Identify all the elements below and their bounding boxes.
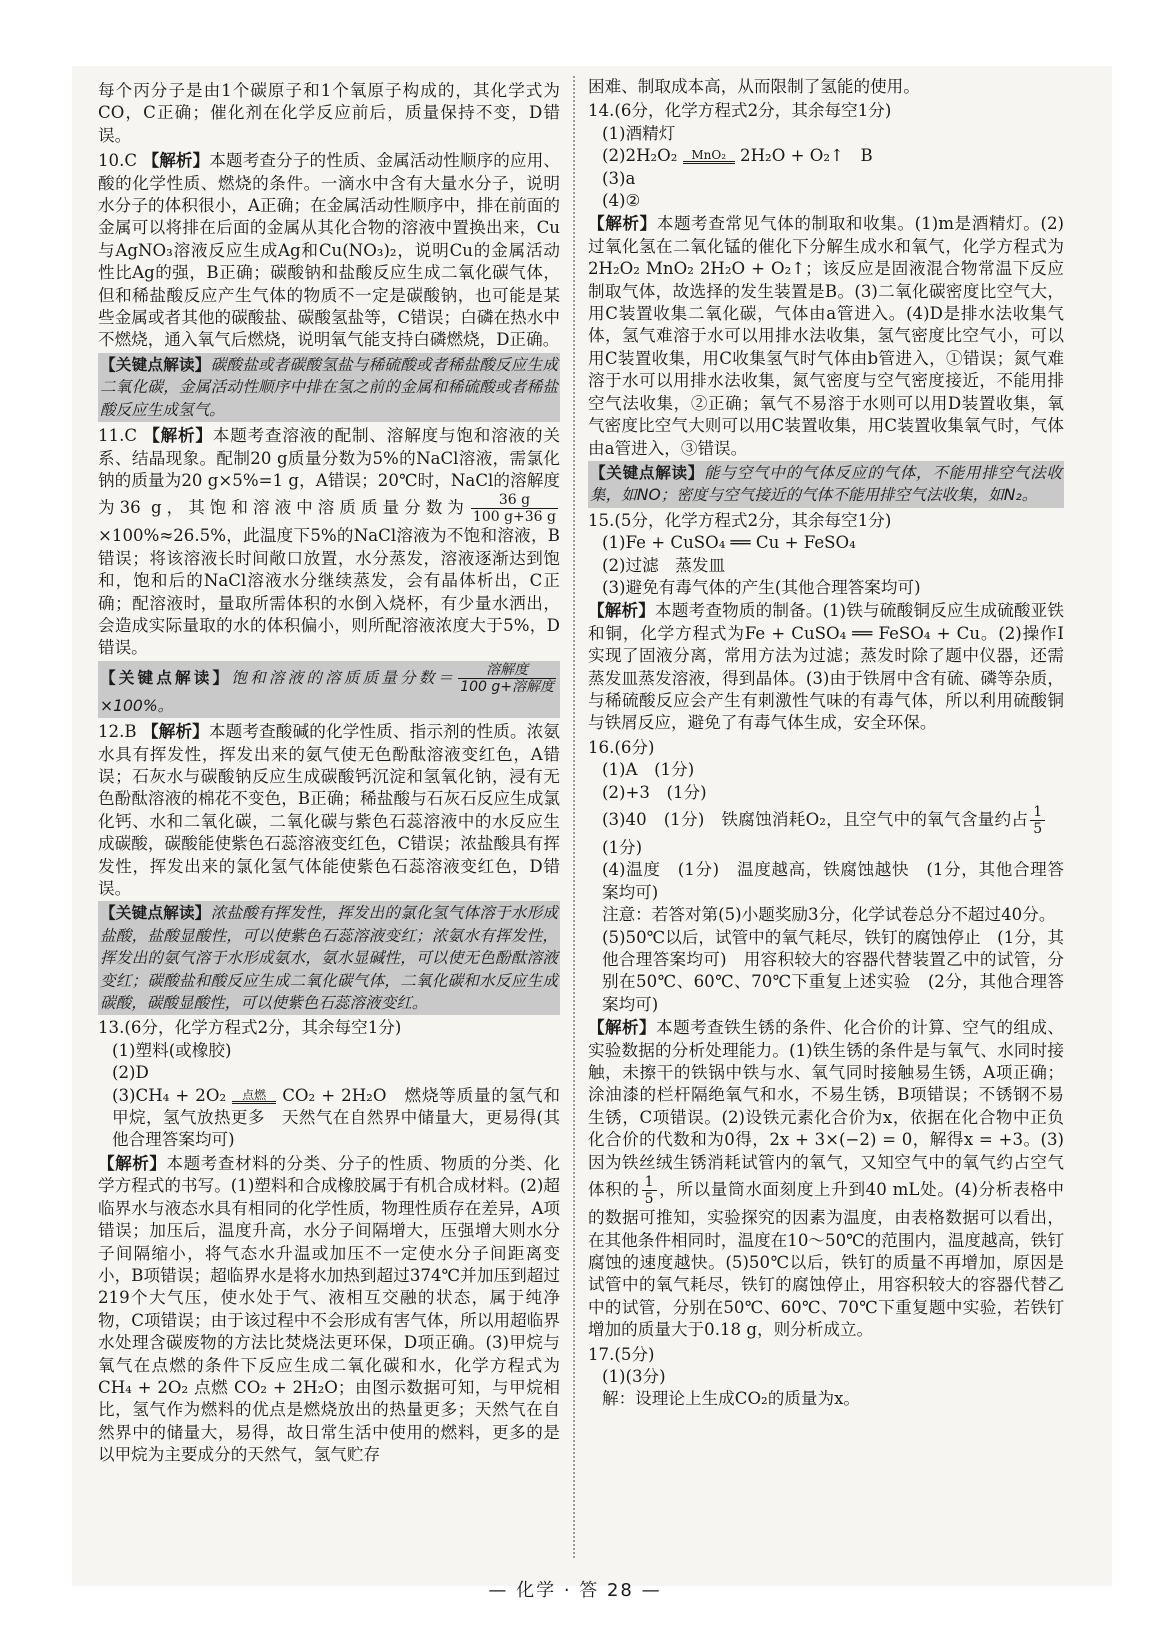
- q11-analysis-text-2: ×100%≈26.5%，此温度下5%的NaCl溶液为不饱和溶液，B错误；将该溶液长时间敞口放置，水分蒸发，溶液逐渐达到饱和，饱和后的NaCl溶液水分继续蒸发，会有晶体析出，C正确；配溶液时，量取所需体积的水倒入烧杯，有少量水洒出，会造成实际量取的水的体积偏小，则所配溶液浓度大于5%，D错误。: [98, 526, 560, 658]
- q15-score-note: (5分，化学方程式2分，其余每空1分): [614, 510, 892, 530]
- q11-fraction: [471, 492, 558, 525]
- q11-key-point-fraction: [458, 662, 556, 695]
- q15-analysis-tag: 【解析】: [588, 600, 656, 621]
- q17-answer-1: (1)(3分): [602, 1366, 666, 1386]
- q14-analysis-tag: 【解析】: [588, 213, 657, 234]
- q16-answer-5: (5)50℃以后，试管中的氧气耗尽，铁钉的腐蚀停止 (1分，其他合理答案均可) 用容积较大的容器代替装置乙中的试管，分别在50℃、60℃、70℃下重复上述实验 (2分，其他合理答案均可): [602, 927, 1064, 1014]
- q16-score-note: (6分): [614, 737, 655, 757]
- q16-answer-1: (1)A (1分): [602, 760, 695, 780]
- q14-analysis-text: 本题考查常见气体的制取和收集。(1)m是酒精灯。(2)过氧化氢在二氧化锰的催化下分解生成水和氧气，化学方程式为2H₂O₂ MnO₂ 2H₂O + O₂↑；该反应是固液混合物常温下反应制取气体，故选择的发生装置是B。(3)二氧化碳密度比空气大，用C装置收集二氧化碳，气体由a管进入。(4)D是排水法收集气体，氢气难溶于水可以用排水法收集，氢气密度比空气小，可以用C装置收集，用C收集氢气时气体由b管进入，①错误；氮气难溶于水可以用排水法收集，氮气密度与空气密度接近，不能用排空气法收集，②正确；氧气不易溶于水则可以用D装置收集，氧气密度比空气大则可以用C装置收集，用C装置收集氧气时，气体由a管进入，③错误。: [588, 214, 1065, 458]
- q16-fraction-numerator: 1: [642, 1174, 657, 1191]
- q15-answer-2: (2)过滤 蒸发皿: [602, 555, 726, 575]
- q10-key-point-tag: 【关键点解读】: [100, 355, 211, 374]
- q16-analysis-tag: 【解析】: [588, 1017, 657, 1038]
- q16-answer-2: (2)+3 (1分): [602, 782, 707, 802]
- q11-kp-fraction-numerator: 溶解度: [458, 662, 556, 679]
- q11-analysis-text-1: 本题考查溶液的配制、溶解度与饱和溶液的关系、结晶现象。配制20 g质量分数为5%的NaCl溶液，需氯化钠的质量为20 g×5%=1 g，A错误；20℃时，NaCl的溶解度为36 g，其饱和溶液中溶质质量分数为: [98, 426, 561, 518]
- q14-equation-arrow: [683, 149, 735, 164]
- q11-number: 11.: [98, 426, 125, 446]
- q14-score-note: (6分，化学方程式2分，其余每空1分): [614, 101, 892, 121]
- question-16: [588, 737, 1064, 1342]
- q15-answer-3: (3)避免有毒气体的产生(其他合理答案均可): [602, 577, 921, 597]
- q13-answer-3: [98, 1085, 560, 1152]
- q16-answer-4: (4)温度 (1分) 温度越高，铁腐蚀越快 (1分，其他合理答案均可): [602, 860, 1064, 902]
- q10-number: 10.: [98, 151, 125, 171]
- q16-number: 16.: [588, 737, 615, 757]
- q14-equation-left: (2)2H₂O₂: [602, 146, 678, 166]
- q11-analysis-tag: 【解析】: [143, 425, 213, 446]
- q11-key-point-tag: 【关键点解读】: [100, 668, 232, 687]
- q16-answer-3-text: (3)40 (1分) 铁腐蚀消耗O₂，且空气中的氧气含量约占: [602, 810, 1029, 829]
- q12-key-point-text: 浓盐酸有挥发性，挥发出的氯化氢气体溶于水形成盐酸，盐酸显酸性，可以使紫色石蕊溶液变红；浓氨水有挥发性，挥发出的氨气溶于水形成氨水，氨水显碱性，可以使无色酚酞溶液变红；碳酸盐和酸反应生成二氧化碳气体，二氧化碳和水反应生成碳酸，碳酸显酸性，可以使紫色石蕊溶液变红。: [100, 904, 558, 1013]
- q14-answer-4: (4)②: [602, 191, 641, 211]
- q11-answer: C: [124, 426, 138, 446]
- q10-analysis-text: 本题考查分子的性质、金属活动性顺序的应用、酸的化学性质、燃烧的条件。一滴水中含有大量水分子，说明水分子的体积很小，A正确；在金属活动性顺序中，排在前面的金属可以将排在后面的金属从其化合物的溶液中置换出来，Cu与AgNO₃溶液反应生成Ag和Cu(NO₃)₂，说明Cu的金属活动性比Ag的强，B正确；碳酸钠和盐酸反应生成二氧化碳气体，但和稀盐酸反应产生气体的物质不一定是碳酸钠，也可能是某些金属或者其他的碳酸盐、碳酸氢盐等，C错误；白磷在热水中不燃烧，通入氧气后燃烧，说明氧气能支持白磷燃烧，D正确。: [98, 151, 561, 350]
- q13-answer-1: (1)塑料(或橡胶): [112, 1040, 232, 1060]
- q14-key-point-tag: 【关键点解读】: [590, 463, 705, 482]
- q13-equation-arrow: [232, 1089, 276, 1104]
- q13-score-note: (6分，化学方程式2分，其余每空1分): [124, 1018, 402, 1038]
- q16-note: 注意：若答对第(5)小题奖励3分，化学试卷总分不超过40分。: [602, 905, 1056, 925]
- q13-condition: 点燃: [242, 1087, 267, 1102]
- q14-key-point: [588, 461, 1064, 508]
- q10-key-point-text: 碳酸盐或者碳酸氢盐与稀硫酸或者稀盐酸反应生成二氧化碳，金属活动性顺序中排在氢之前的金属和稀硫酸或者稀盐酸反应生成氢气。: [100, 355, 558, 419]
- question-15: [588, 510, 1064, 735]
- q16-fraction-denominator: 5: [644, 1191, 654, 1208]
- q9-continuation: [98, 80, 560, 147]
- q12-answer: B: [124, 722, 137, 742]
- left-column: [98, 80, 560, 1469]
- q14-answer-2: [588, 145, 1064, 167]
- column-divider: [573, 76, 575, 1558]
- q11-fraction-numerator: 36 g: [471, 492, 558, 509]
- q14-number: 14.: [588, 101, 615, 121]
- q16-analysis-text-2: ，所以量筒水面刻度上升到40 mL处。(4)分析表格中的数据可推知，实验探究的因素为温度，由表格数据可以看出，在其他条件相同时，温度在10～50℃的范围内，温度越高，铁钉腐蚀的速度越快。(5)50℃以后，铁钉的质量不再增加，原因是试管中的氧气耗尽，铁钉的腐蚀停止，用容积较大的容器代替乙中的试管，分别在50℃、60℃、70℃下重复题中实验，若铁钉增加的质量大于0.18 g，则分析成立。: [588, 1180, 1064, 1340]
- q13-number: 13.: [98, 1018, 125, 1038]
- q15-answer-1: (1)Fe + CuSO₄ ══ Cu + FeSO₄: [602, 533, 856, 553]
- q16-answer-3-score: (1分): [602, 810, 1064, 857]
- q11-kp-fraction-denominator: 100 g+溶解度: [460, 678, 554, 695]
- q11-key-point-text-2: ×100%。: [100, 696, 174, 715]
- q15-analysis-text: 本题考查物质的制备。(1)铁与硫酸铜反应生成硫酸亚铁和铜，化学方程式为Fe + CuSO₄ ══ FeSO₄ + Cu。(2)操作Ⅰ实现了固液分离，常用方法为过滤；蒸发时除了题中仪器，还需蒸发皿蒸发溶液，得到晶体。(3)由于铁屑中含有硫、磷等杂质，与稀硫酸反应会产生有刺激性气味的有毒气体，所以利用硫酸铜与铁屑反应，避免了有毒气体生成，安全环保。: [588, 601, 1065, 733]
- q13-analysis-text: 本题考查材料的分类、分子的性质、物质的分类、化学方程式的书写。(1)塑料和合成橡胶属于有机合成材料。(2)超临界水与液态水具有相同的化学性质，物理性质存在差异，A项错误；加压后，温度升高，水分子间隔增大，压强增大则水分子间隔缩小，将气态水升温或加压不一定使水分子间距离变小，B项错误；超临界水是将水加热到超过374℃并加压到超过219个大气压，使水处于气、液相互交融的状态，属于纯净物，C项错误；由于该过程中不会形成有害气体，所以用超临界水处理含碳废物的方法比焚烧法更环保，D项正确。(3)甲烷与氧气在点燃的条件下反应生成二氧化碳和水，化学方程式为CH₄ + 2O₂ 点燃 CO₂ + 2H₂O；由图示数据可知，与甲烷相比，氢气作为燃料的优点是燃烧放出的热量更多；天然气在自然界中的储量大，易得，故日常生活中使用的燃料，更多的是以甲烷为主要成分的天然气，氢气贮存: [98, 1153, 561, 1465]
- q14-key-point-text: 能与空气中的气体反应的气体，不能用排空气法收集，如NO；密度与空气接近的气体不能用排空气法收集，如N₂。: [590, 463, 1062, 505]
- q14-answer-3: (3)a: [602, 168, 636, 188]
- q13-continuation: [588, 76, 1064, 98]
- q12-analysis-tag: 【解析】: [142, 721, 209, 742]
- q12-key-point: [98, 901, 560, 1015]
- right-column: [588, 76, 1064, 1413]
- q11-fraction-denominator: 100 g+36 g: [472, 509, 556, 526]
- q9-continuation-text: 每个丙分子是由1个碳原子和1个氧原子构成的，其化学式为CO，C正确；催化剂在化学反应前后，质量保持不变，D错误。: [98, 81, 560, 145]
- q16-answer-3-fraction: [1030, 804, 1045, 837]
- q16-answer-3: [588, 804, 1064, 859]
- q14-answer-1: (1)酒精灯: [602, 123, 676, 143]
- q15-number: 15.: [588, 510, 615, 530]
- q12-key-point-tag: 【关键点解读】: [100, 904, 211, 923]
- question-12: [98, 720, 560, 1015]
- q13-continuation-text: 困难、制取成本高，从而限制了氢能的使用。: [588, 77, 920, 96]
- question-17: [588, 1344, 1064, 1411]
- q17-number: 17.: [588, 1344, 615, 1364]
- q12-analysis-text: 本题考查酸碱的化学性质、指示剂的性质。浓氨水具有挥发性，挥发出来的氨气使无色酚酞溶液变红色，A错误；石灰水与碳酸钠反应生成碳酸钙沉淀和氢氧化钠，浸有无色酚酞溶液的棉花不变色，B正确；稀盐酸与石灰石反应生成氯化钙、水和二氧化碳，二氧化碳与紫色石蕊溶液中的水反应生成碳酸，碳酸能使紫色石蕊溶液变红色，C错误；浓盐酸具有挥发性，挥发出来的氯化氢气体能使紫色石蕊溶液变红色，D错误。: [98, 722, 560, 898]
- q11-key-point-text-1: 饱和溶液的溶质质量分数＝: [231, 668, 457, 687]
- q13-answer-2: (2)D: [112, 1063, 149, 1083]
- q17-score-note: (5分): [614, 1344, 655, 1364]
- q10-key-point: [98, 353, 560, 422]
- question-11: [98, 424, 560, 718]
- question-14: [588, 100, 1064, 507]
- q10-answer: C: [124, 151, 138, 171]
- q17-solution: 解：设理论上生成CO₂的质量为x。: [602, 1389, 861, 1409]
- q13-analysis-tag: 【解析】: [98, 1152, 167, 1173]
- q10-analysis-tag: 【解析】: [142, 150, 210, 171]
- q16-analysis-text-1: 本题考查铁生锈的条件、化合价的计算、空气的组成、实验数据的分析处理能力。(1)铁生锈的条件是与氧气、水同时接触，未擦干的铁锅中铁与水、氧气同时接触易生锈，A项正确；涂油漆的栏杆隔绝氧气和水，不易生锈，B项错误；不锈钢不易生锈，C项错误。(2)设铁元素化合价为x，依据在化合物中正负化合价的代数和为0得，2x + 3×(−2) = 0，解得x = +3。(3)因为铁丝绒生锈消耗试管内的氧气，又知空气中的氧气约占空气体积的: [588, 1018, 1065, 1200]
- q16-analysis-fraction: [642, 1174, 657, 1207]
- q16-a3-fraction-denominator: 5: [1033, 821, 1043, 837]
- q11-key-point: [98, 661, 560, 718]
- q12-number: 12.: [98, 722, 125, 742]
- q16-a3-fraction-numerator: 1: [1030, 804, 1045, 821]
- q14-catalyst: MnO₂: [691, 148, 727, 163]
- page-footer: — 化学 · 答 28 —: [488, 1580, 662, 1601]
- q13-equation-right: CO₂ + 2H₂O 燃烧等质量的氢气和甲烷，氢气放热更多 天然气在自然界中储量大，更易得(其他合理答案均可): [112, 1085, 560, 1150]
- question-10: [98, 149, 560, 422]
- question-13: [98, 1017, 560, 1466]
- q13-equation-left: (3)CH₄ + 2O₂: [112, 1085, 227, 1105]
- q14-equation-right: 2H₂O + O₂↑ B: [740, 146, 873, 166]
